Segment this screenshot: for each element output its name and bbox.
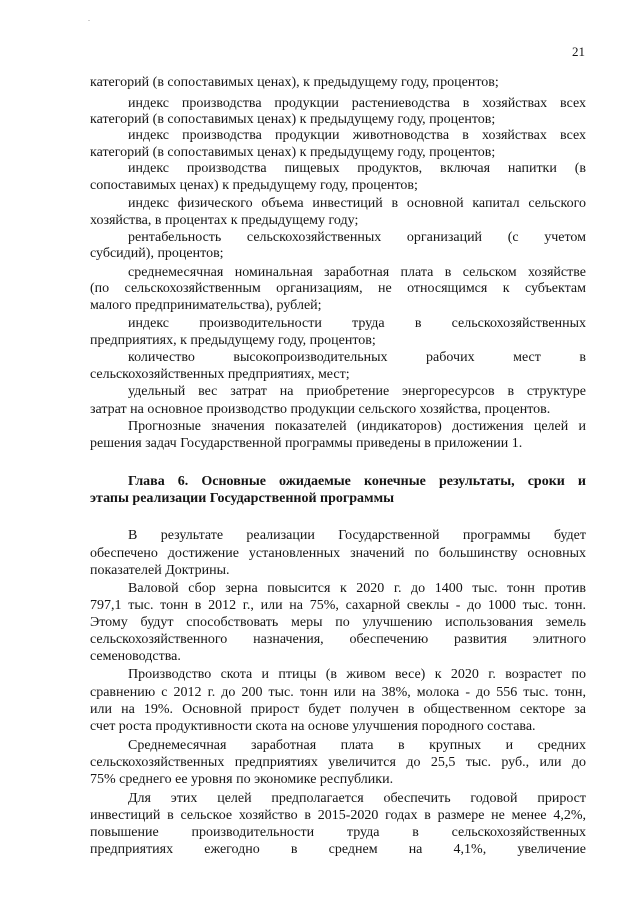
text-line: Валовой сбор зерна повысится к 2020 г. до 1400 тыс. тонн против bbox=[128, 581, 586, 596]
text-line: сельскохозяйственных предприятиях увеличится до 25,5 тыс. руб., или до bbox=[90, 755, 586, 770]
text-line: затрат на основное производство продукции сельского хозяйства, процентов. bbox=[90, 402, 551, 417]
text-line: категорий (в сопоставимых ценах), к предыдущему году, процентов; bbox=[90, 75, 499, 90]
text-line: или на 19%. Основной прирост будет получен в общественном секторе за bbox=[90, 702, 586, 717]
text-line: удельный вес затрат на приобретение энергоресурсов в структуре bbox=[128, 384, 586, 399]
text-line: 797,1 тыс. тонн в 2012 г., или на 75%, сахарной свеклы - до 1000 тыс. тонн. bbox=[90, 598, 586, 613]
text-line: рентабельность сельскохозяйственных организаций (с учетом bbox=[128, 230, 586, 245]
scan-artifact bbox=[88, 20, 90, 21]
text-line: Для этих целей предполагается обеспечить годовой прирост bbox=[128, 791, 586, 806]
text-line: сельскохозяйственных предприятиях, мест; bbox=[90, 367, 350, 382]
text-line: предприятиях, к предыдущему году, процентов; bbox=[90, 333, 376, 348]
text-line: категорий (в сопоставимых ценах) к предыдущему году, процентов; bbox=[90, 112, 496, 127]
text-line: предприятиях ежегодно в среднем на 4,1%, увеличение bbox=[90, 842, 586, 857]
text-line: инвестиций в сельское хозяйство в 2015-2020 годах в размере не менее 4,2%, bbox=[90, 808, 586, 823]
text-line: счет роста продуктивности скота на основе улучшения породного состава. bbox=[90, 719, 536, 734]
text-line: В результате реализации Государственной программы будет bbox=[128, 528, 586, 543]
text-line: сравнению с 2012 г. до 200 тыс. тонн или на 38%, молока - до 556 тыс. тонн, bbox=[90, 685, 586, 700]
text-line: индекс производства продукции животноводства в хозяйствах всех bbox=[128, 128, 586, 143]
text-line: малого предпринимательства), рублей; bbox=[90, 298, 322, 313]
text-line: Производство скота и птицы (в живом весе) к 2020 г. возрастет по bbox=[128, 667, 586, 682]
text-line: индекс производства пищевых продуктов, включая напитки (в bbox=[128, 161, 586, 176]
text-line: сельскохозяйственного назначения, обеспечению развития элитного bbox=[90, 632, 586, 647]
text-line: показателей Доктрины. bbox=[90, 563, 230, 578]
text-line: индекс физического объема инвестиций в основной капитал сельского bbox=[128, 196, 586, 211]
text-line: семеноводства. bbox=[90, 649, 181, 664]
text-line: повышение производительности труда в сельскохозяйственных bbox=[90, 825, 586, 840]
text-line: решения задач Государственной программы приведены в приложении 1. bbox=[90, 436, 523, 451]
text-line: количество высокопроизводительных рабочих мест в bbox=[128, 350, 586, 365]
text-line: 75% среднего ее уровня по экономике республики. bbox=[90, 772, 394, 787]
text-line: (по сельскохозяйственным организациям, не относящимся к субъектам bbox=[90, 281, 586, 296]
text-line: обеспечено достижение установленных значений по большинству основных bbox=[90, 546, 586, 561]
text-line: категорий (в сопоставимых ценах) к предыдущему году, процентов; bbox=[90, 145, 496, 160]
text-line: Прогнозные значения показателей (индикаторов) достижения целей и bbox=[128, 419, 586, 434]
text-line: индекс производства продукции растениеводства в хозяйствах всех bbox=[128, 96, 586, 111]
chapter-heading: этапы реализации Государственной программы bbox=[90, 491, 395, 506]
text-line: Этому будут способствовать меры по улучшению использования земель bbox=[90, 615, 586, 630]
text-line: сопоставимых ценах) к предыдущему году, процентов; bbox=[90, 178, 418, 193]
text-line: хозяйства, в процентах к предыдущему году; bbox=[90, 213, 359, 228]
page-number: 21 bbox=[572, 44, 585, 59]
text-line: индекс производительности труда в сельскохозяйственных bbox=[128, 316, 586, 331]
chapter-heading: Глава 6. Основные ожидаемые конечные результаты, сроки и bbox=[128, 474, 586, 489]
text-line: субсидий), процентов; bbox=[90, 246, 224, 261]
text-line: Среднемесячная заработная плата в крупных и средних bbox=[128, 738, 586, 753]
text-line: среднемесячная номинальная заработная плата в сельском хозяйстве bbox=[128, 265, 586, 280]
